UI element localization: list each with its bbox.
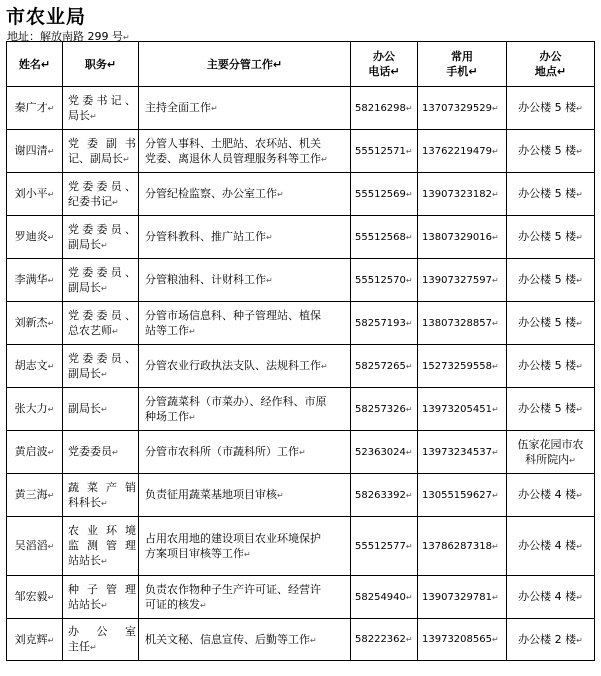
table-row — [7, 619, 595, 661]
cell-name: 刘小平↵ — [7, 173, 63, 216]
cell-mobile: 13973234537↵ — [418, 431, 507, 474]
table-row — [7, 517, 595, 576]
table-row — [7, 302, 595, 345]
cell-name: 李满华↵ — [7, 259, 63, 302]
cell-work: 分管粮油科、计财科工作↵ — [139, 259, 351, 302]
cell-name: 秦广才↵ — [7, 87, 63, 130]
cell-duty: 党委委员、 副局长↵ — [63, 216, 139, 259]
cell-duty: 蔬菜产销 科科长↵ — [63, 474, 139, 517]
cell-name: 黄启波↵ — [7, 431, 63, 474]
cell-work: 主持全面工作↵ — [139, 87, 351, 130]
cell-work: 分管蔬菜科（市菜办）、经作科、市原 种场工作↵ — [139, 388, 351, 431]
cell-location: 办公楼 4 楼↵ — [507, 474, 595, 517]
cell-name: 张大力↵ — [7, 388, 63, 431]
cell-mobile: 13907327597↵ — [418, 259, 507, 302]
cell-name: 吴滔滔↵ — [7, 517, 63, 576]
cell-work: 负责征用蔬菜基地项目审核↵ — [139, 474, 351, 517]
cell-name: 黄三海↵ — [7, 474, 63, 517]
header-duty: 职务↵ — [63, 42, 139, 87]
paragraph-mark-icon: ↵ — [123, 33, 130, 42]
cell-name: 刘新杰↵ — [7, 302, 63, 345]
header-location: 办公 地点↵ — [507, 42, 595, 87]
cell-location: 办公楼 2 楼↵ — [507, 619, 595, 661]
cell-mobile: 15273259558↵ — [418, 345, 507, 388]
header-mobile: 常用 手机↵ — [418, 42, 507, 87]
cell-mobile: 13762219479↵ — [418, 130, 507, 173]
cell-location: 办公楼 5 楼↵ — [507, 87, 595, 130]
table-row — [7, 216, 595, 259]
cell-mobile: 13786287318↵ — [418, 517, 507, 576]
cell-duty: 党委委员、 副局长↵ — [63, 345, 139, 388]
cell-mobile: 13907323182↵ — [418, 173, 507, 216]
cell-work: 分管纪检监察、办公室工作↵ — [139, 173, 351, 216]
cell-name: 刘克辉↵ — [7, 619, 63, 661]
cell-location: 办公楼 4 楼↵ — [507, 517, 595, 576]
cell-work: 分管市场信息科、种子管理站、植保 站等工作↵ — [139, 302, 351, 345]
cell-phone: 58222362↵ — [351, 619, 418, 661]
cell-mobile: 13973205451↵ — [418, 388, 507, 431]
cell-location: 办公楼 5 楼↵ — [507, 216, 595, 259]
cell-work: 分管科教科、推广站工作↵ — [139, 216, 351, 259]
cell-work: 占用农用地的建设项目农业环境保护 方案项目审核等工作↵ — [139, 517, 351, 576]
cell-work: 分管市农科所（市蔬科所）工作↵ — [139, 431, 351, 474]
cell-phone: 58257193↵ — [351, 302, 418, 345]
table-row — [7, 87, 595, 130]
cell-mobile: 13707329529↵ — [418, 87, 507, 130]
page-title: 市农业局 — [6, 6, 87, 28]
cell-location: 办公楼 5 楼↵ — [507, 173, 595, 216]
cell-location: 办公楼 4 楼↵ — [507, 576, 595, 619]
table-row — [7, 259, 595, 302]
cell-phone: 52363024↵ — [351, 431, 418, 474]
cell-phone: 58257265↵ — [351, 345, 418, 388]
table-row — [7, 576, 595, 619]
cell-phone: 55512577↵ — [351, 517, 418, 576]
cell-location: 办公楼 5 楼↵ — [507, 259, 595, 302]
cell-phone: 58254940↵ — [351, 576, 418, 619]
cell-duty: 党委书记、 局长↵ — [63, 87, 139, 130]
cell-duty: 党委委员↵ — [63, 431, 139, 474]
cell-location: 办公楼 5 楼↵ — [507, 345, 595, 388]
cell-duty: 农业环境 监测管理 站站长↵ — [63, 517, 139, 576]
table-row — [7, 474, 595, 517]
cell-mobile: 13807328857↵ — [418, 302, 507, 345]
cell-duty: 种子管理 站站长↵ — [63, 576, 139, 619]
cell-duty: 党委副书 记、副局长↵ — [63, 130, 139, 173]
cell-location: 办公楼 5 楼↵ — [507, 130, 595, 173]
cell-phone: 55512568↵ — [351, 216, 418, 259]
cell-name: 邹宏毅↵ — [7, 576, 63, 619]
cell-duty: 党委委员、 总农艺师↵ — [63, 302, 139, 345]
address-text: 地址：解放南路 299 号 — [7, 30, 123, 43]
cell-name: 胡志文↵ — [7, 345, 63, 388]
cell-mobile: 13973208565↵ — [418, 619, 507, 661]
table-row — [7, 388, 595, 431]
cell-location: 办公楼 5 楼↵ — [507, 302, 595, 345]
cell-phone: 58216298↵ — [351, 87, 418, 130]
cell-location: 办公楼 5 楼↵ — [507, 388, 595, 431]
header-name: 姓名↵ — [7, 42, 63, 87]
contact-table — [6, 41, 595, 661]
cell-mobile: 13807329016↵ — [418, 216, 507, 259]
cell-duty: 党委委员、 纪委书记↵ — [63, 173, 139, 216]
table-row — [7, 130, 595, 173]
cell-location: 伍家花园市农 科所院内↵ — [507, 431, 595, 474]
header-work: 主要分管工作↵ — [139, 42, 351, 87]
cell-phone: 58257326↵ — [351, 388, 418, 431]
cell-phone: 58263392↵ — [351, 474, 418, 517]
cell-duty: 副局长↵ — [63, 388, 139, 431]
cell-work: 分管人事科、土肥站、农环站、机关 党委、离退休人员管理服务科等工作↵ — [139, 130, 351, 173]
table-row — [7, 345, 595, 388]
header-phone: 办公 电话↵ — [351, 42, 418, 87]
cell-duty: 办公室 主任↵ — [63, 619, 139, 661]
table-header-row — [7, 42, 595, 87]
cell-work: 负责农作物种子生产许可证、经营许 可证的核发↵ — [139, 576, 351, 619]
cell-phone: 55512569↵ — [351, 173, 418, 216]
cell-phone: 55512570↵ — [351, 259, 418, 302]
table-row — [7, 431, 595, 474]
cell-name: 罗迪炎↵ — [7, 216, 63, 259]
cell-mobile: 13907329781↵ — [418, 576, 507, 619]
cell-phone: 55512571↵ — [351, 130, 418, 173]
table-row — [7, 173, 595, 216]
cell-work: 机关文秘、信息宣传、后勤等工作↵ — [139, 619, 351, 661]
cell-mobile: 13055159627↵ — [418, 474, 507, 517]
cell-work: 分管农业行政执法支队、法规科工作↵ — [139, 345, 351, 388]
cell-duty: 党委委员、 副局长↵ — [63, 259, 139, 302]
cell-name: 谢四清↵ — [7, 130, 63, 173]
